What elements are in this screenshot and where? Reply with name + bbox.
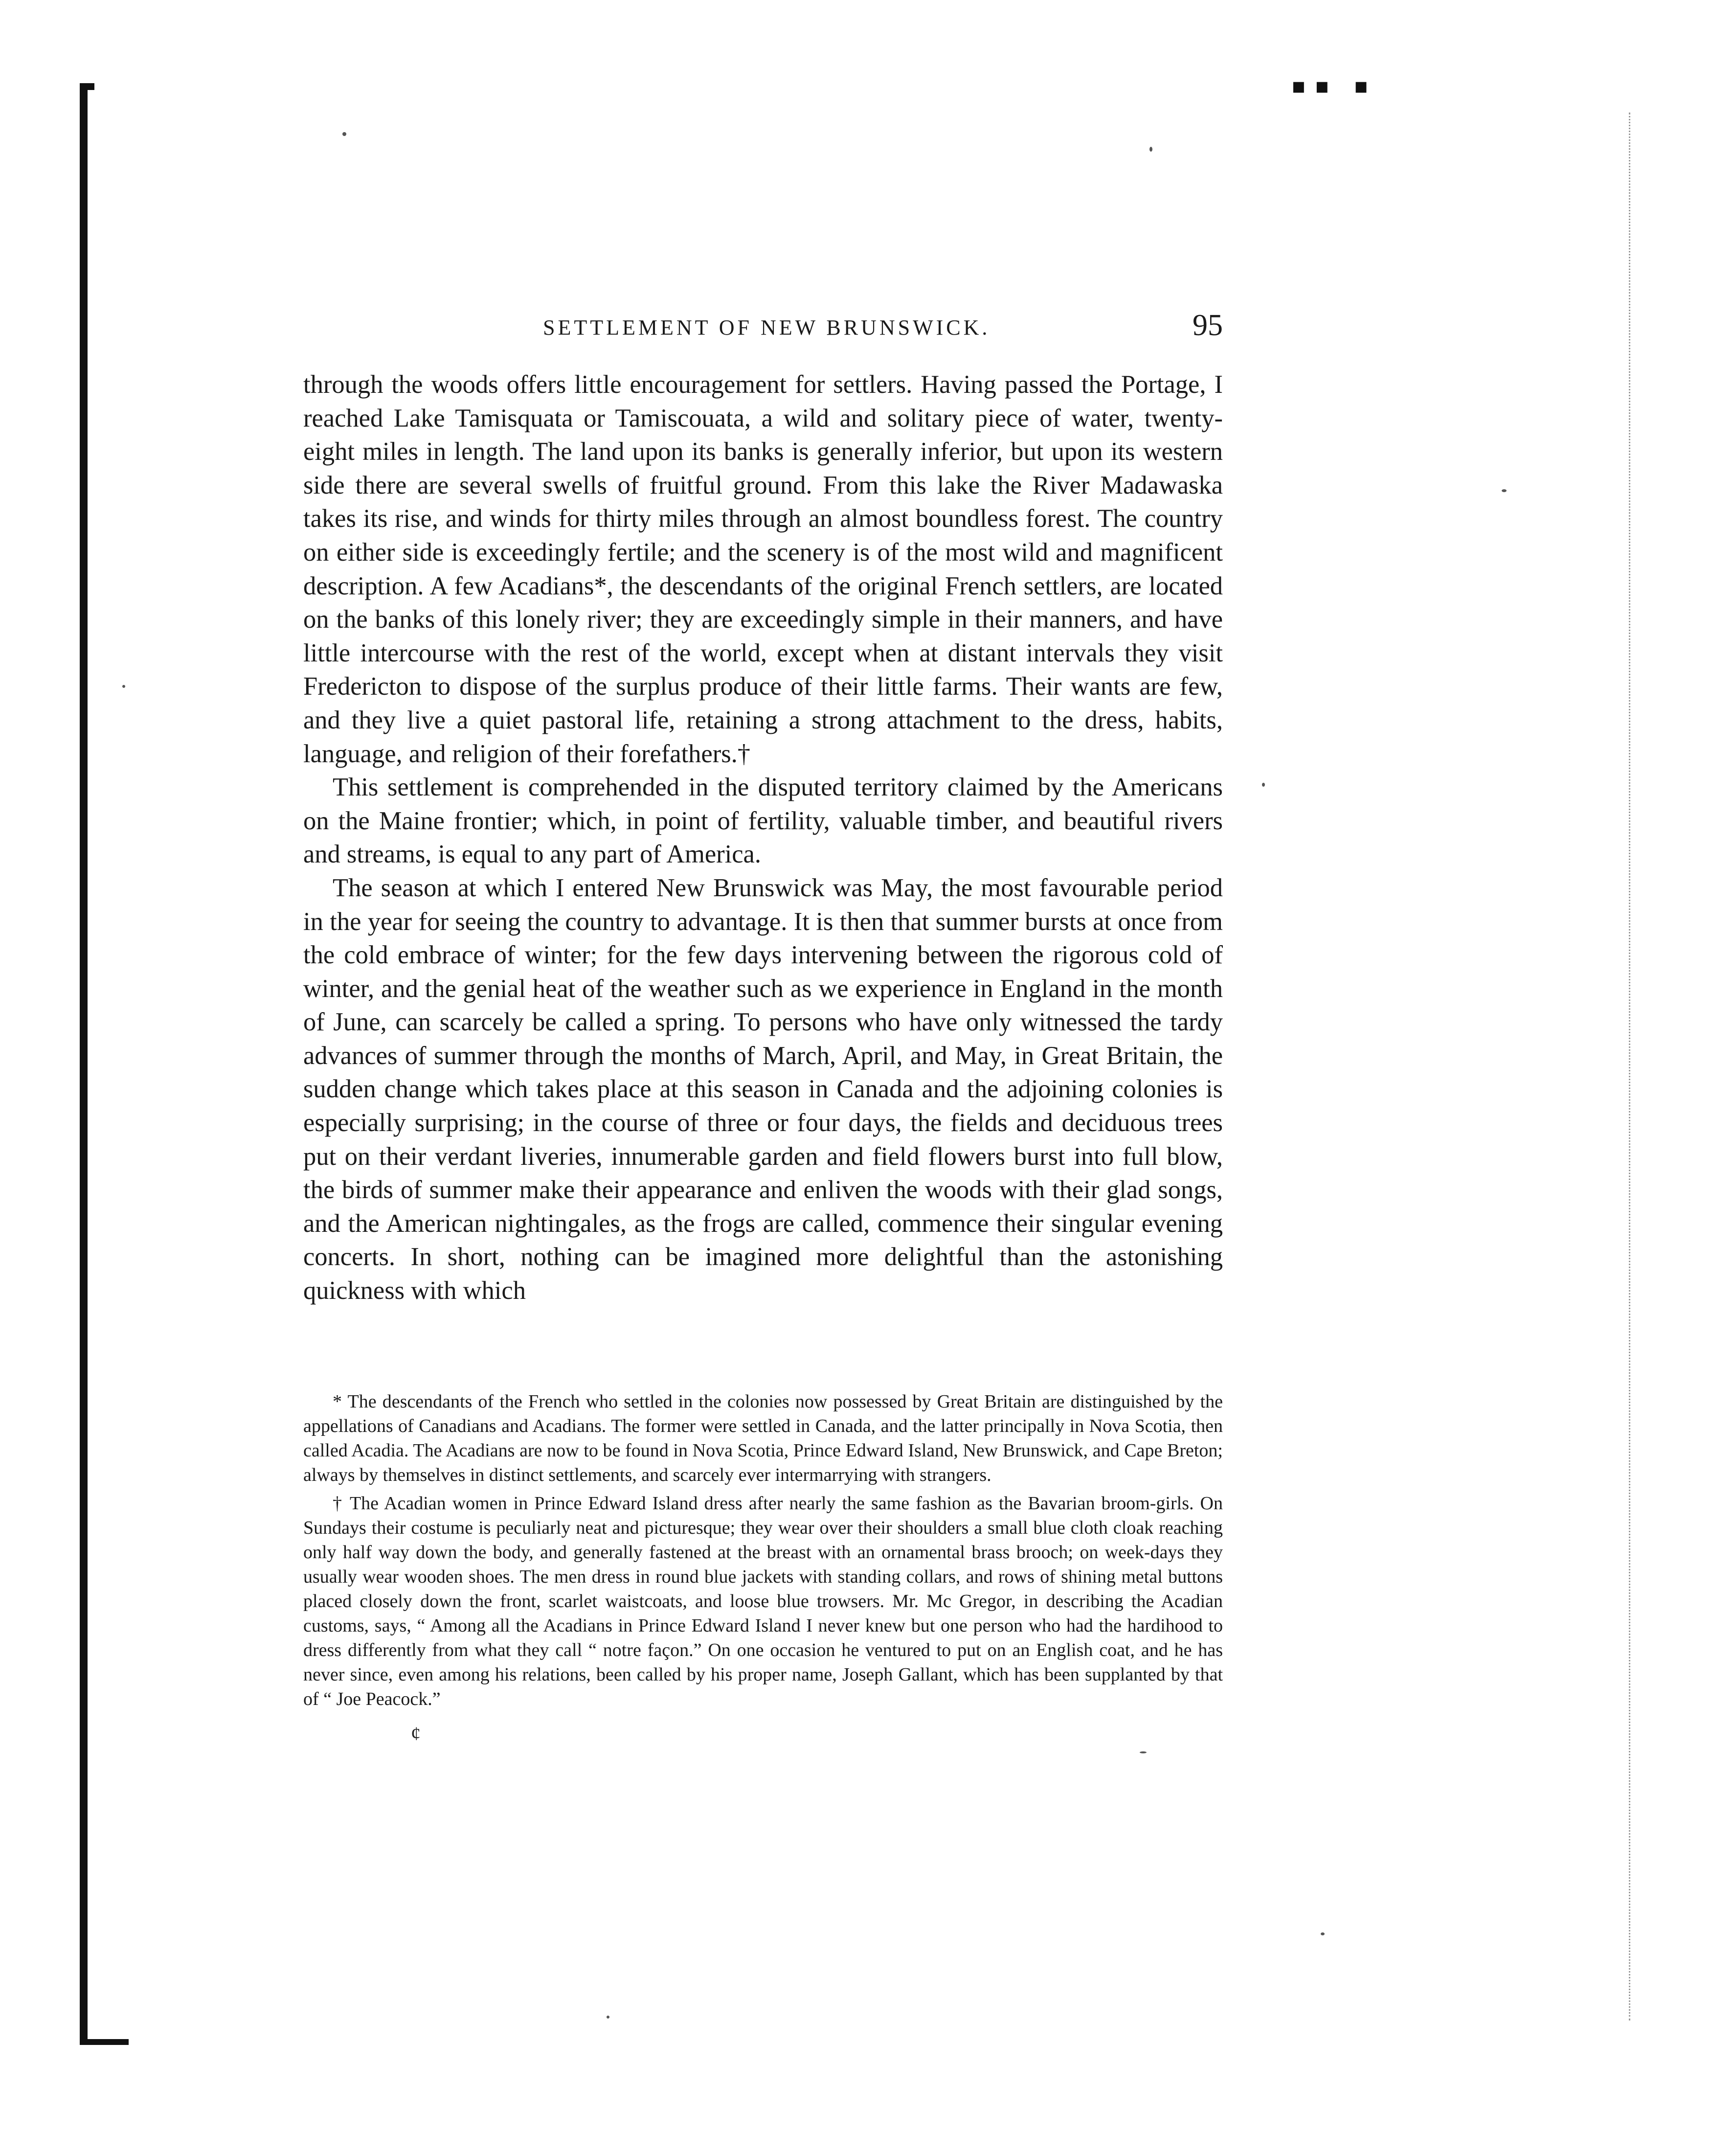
paragraph: The season at which I entered New Brunswick was May, the most favourable period in the year for seeing the country to advantage. It is then that summer bursts at once from the cold embrace of winter; for the few days intervening between the rigorous cold of winter, and the genial heat of the weather such as we experience in England in the month of June, can scarcely be called a spring. To persons who have only witnessed the tardy advances of summer through the months of March, April, and May, in Great Britain, the sudden change which takes place at this season in Canada and the adjoining colonies is especially surprising; in the course of three or four days, the fields and deciduous trees put on their verdant liveries, innumerable garden and field flowers burst into full blow, the birds of summer make their appearance and enliven the woods with their glad songs, and the American nightingales, as the frogs are called, commence their singular evening concerts. In short, nothing can be imagined more delightful than the astonishing quickness with which <box>303 873 1223 1305</box>
scan-speck <box>1149 147 1152 152</box>
scan-speck <box>1502 489 1507 492</box>
main-text <box>303 368 1223 1308</box>
running-head-title: SETTLEMENT OF NEW BRUNSWICK. <box>543 316 991 340</box>
scan-speck <box>607 2016 609 2019</box>
bottom-scan-mark: ¢ <box>411 1723 421 1745</box>
binding-edge-bottom-tick <box>80 2039 129 2045</box>
footnotes <box>303 1389 1223 1711</box>
running-head <box>303 309 1223 347</box>
page-number: 95 <box>1193 309 1223 342</box>
scan-speck <box>122 685 125 688</box>
binding-edge-top-tick <box>80 83 94 90</box>
paragraph: through the woods offers little encouragement for settlers. Having passed the Portage, I reached Lake Tamisquata or Tamiscouata, a wild and solitary piece of water, twenty-eight miles in length. The land upon its banks is generally inferior, but upon its western side there are several swells of fruitful ground. From this lake the River Madawaska takes its rise, and winds for thirty miles through an almost boundless forest. The country on either side is exceedingly fertile; and the scenery is of the most wild and magnificent description. A few Acadians*, the descendants of the original French settlers, are located on the banks of this lonely river; they are exceedingly simple in their manners, and have little intercourse with the rest of the world, except when at distant intervals they visit Fredericton to dispose of the surplus produce of their little farms. Their wants are few, and they live a quiet pastoral life, retaining a strong attachment to the dress, habits, language, and religion of their forefathers.† <box>303 370 1223 768</box>
top-right-scan-marks: ▪▪ ▪ <box>1291 73 1377 98</box>
scan-speck <box>1262 783 1265 787</box>
scan-speck <box>1321 1932 1325 1935</box>
scan-speck <box>342 132 346 136</box>
binding-edge-bar <box>80 83 88 2045</box>
footnote: * The descendants of the French who settled in the colonies now possessed by Great Britain are distinguished by the appellations of Canadians and Acadians. The former were settled in Canada, and the latter principally in Nova Scotia, then called Acadia. The Acadians are now to be found in Nova Scotia, Prince Edward Island, New Brunswick, and Cape Breton; always by themselves in distinct settlements, and scarcely ever intermarrying with strangers. <box>303 1391 1223 1485</box>
right-page-edge <box>1629 113 1630 2020</box>
paragraph: This settlement is comprehended in the disputed territory claimed by the Americans on the Maine frontier; which, in point of fertility, valuable timber, and beautiful rivers and streams, is equal to any part of America. <box>303 773 1223 869</box>
scan-speck <box>1140 1751 1147 1753</box>
footnote: † The Acadian women in Prince Edward Island dress after nearly the same fashion as the Bavarian broom-girls. On Sundays their costume is peculiarly neat and picturesque; they wear over their shoulders a small blue cloth cloak reaching only half way down the body, and generally fastened at the breast with an ornamental brass brooch; on week-days they usually wear wooden shoes. The men dress in round blue jackets with standing collars, and rows of shining metal buttons placed closely down the front, scarlet waistcoats, and loose blue trowsers. Mr. Mc Gregor, in describing the Acadian customs, says, “ Among all the Acadians in Prince Edward Island I never knew but one person who had the hardihood to dress differently from what they call “ notre façon.” On one occasion he ventured to put on an English coat, and he has never since, even among his relations, been called by his proper name, Joseph Gallant, which has been supplanted by that of “ Joe Peacock.” <box>303 1493 1223 1709</box>
